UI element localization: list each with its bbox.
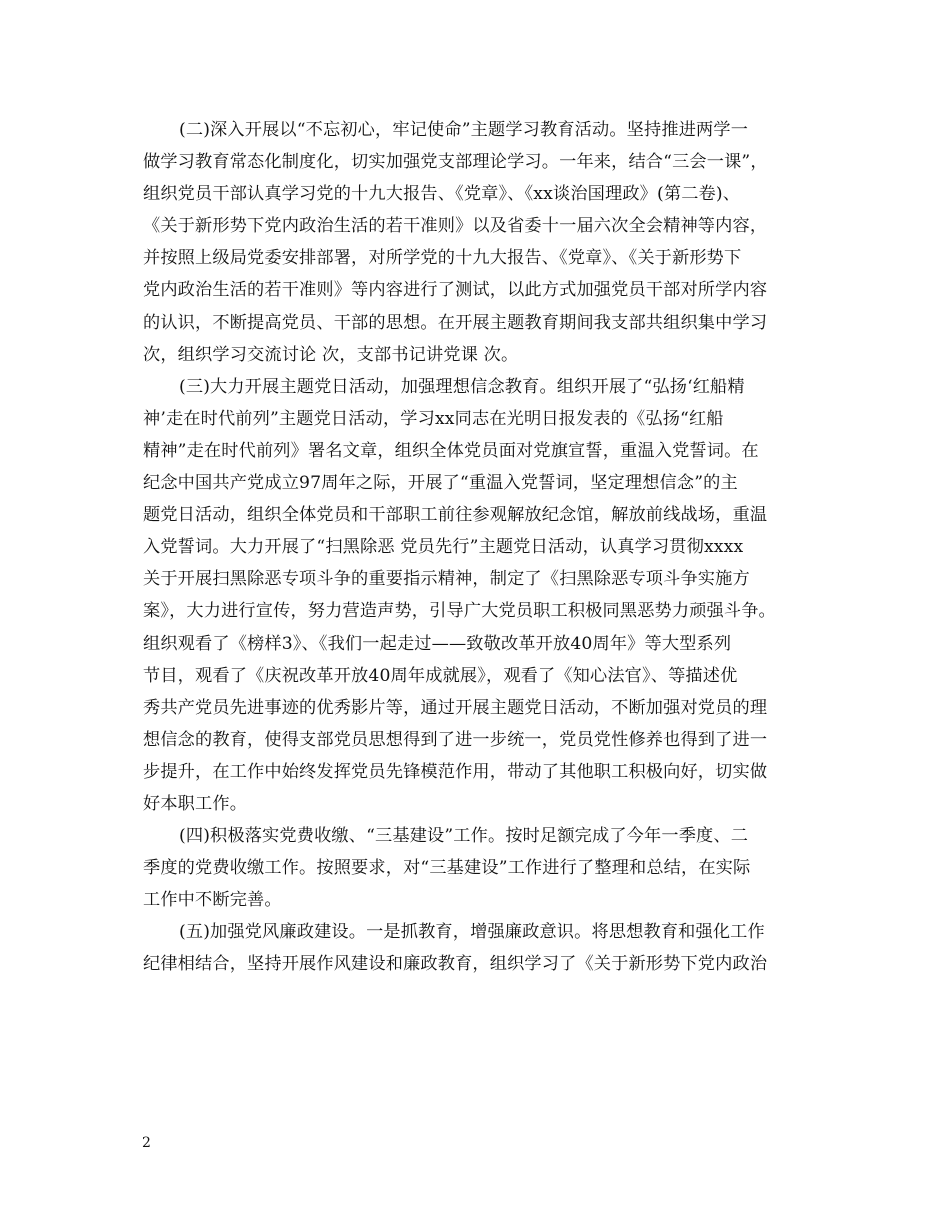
text-line: (四)积极落实党费收缴、“三基建设”工作。按时足额完成了今年一季度、二 [179, 826, 749, 847]
text-line: 精神”走在时代前列》署名文章，组织全体党员面对党旗宣誓，重温入党誓词。在 [143, 440, 759, 461]
text-line: 步提升，在工作中始终发挥党员先锋模范作用，带动了其他职工积极向好，切实做 [143, 761, 768, 782]
text-line: (五)加强党风廉政建设。一是抓教育，增强廉政意识。将思想教育和强化工作 [179, 922, 765, 943]
text-line: 入党誓词。大力开展了“扫黑除恶 党员先行”主题党日活动，认真学习贯彻xxxx [143, 537, 744, 558]
text-line: 次，组织学习交流讨论 次，支部书记讲党课 次。 [143, 344, 519, 365]
text-line: (三)大力开展主题党日活动，加强理想信念教育。组织开展了“弘扬‘红船精 [179, 376, 745, 397]
text-line: 组织观看了《榜样3》、《我们一起走过——致敬改革开放40周年》等大型系列 [143, 633, 732, 654]
text-line: 关于开展扫黑除恶专项斗争的重要指示精神，制定了《扫黑除恶专项斗争实施方 [143, 569, 750, 590]
page-number: 2 [142, 1135, 151, 1151]
text-line: 题党日活动，组织全体党员和干部职工前往参观解放纪念馆，解放前线战场，重温 [143, 505, 768, 526]
text-line: 《关于新形势下党内政治生活的若干准则》以及省委十一届六次全会精神等内容， [143, 216, 768, 237]
text-line: 党内政治生活的若干准则》等内容进行了测试，以此方式加强党员干部对所学内容 [143, 280, 768, 301]
text-line: 并按照上级局党委安排部署，对所学党的十九大报告、《党章》、《关于新形势下 [143, 248, 742, 269]
text-line: (二)深入开展以“不忘初心，牢记使命”主题学习教育活动。坚持推进两学一 [179, 120, 749, 140]
text-line: 节目，观看了《庆祝改革开放40周年成就展》，观看了《知心法官》、等描述优 [143, 665, 738, 686]
paragraph-party-day-activities [143, 371, 813, 820]
paragraph-integrity-building [143, 916, 813, 980]
text-line: 做学习教育常态化制度化，切实加强党支部理论学习。一年来，结合“三会一课”， [143, 152, 768, 173]
paragraph-study-education [143, 114, 813, 371]
text-line: 秀共产党员先进事迹的优秀影片等，通过开展主题党日活动，不断加强对党员的理 [143, 697, 768, 718]
text-line: 神’走在时代前列”主题党日活动，学习xx同志在光明日报发表的《弘扬“红船 [143, 408, 724, 429]
text-line: 的认识，不断提高党员、干部的思想。在开展主题教育期间我支部共组织集中学习 [143, 312, 768, 333]
text-line: 季度的党费收缴工作。按照要求，对“三基建设”工作进行了整理和总结，在实际 [143, 858, 751, 879]
text-line: 组织党员干部认真学习党的十九大报告、《党章》、《xx谈治国理政》(第二卷)、 [143, 184, 741, 205]
text-line: 想信念的教育，使得支部党员思想得到了进一步统一，党员党性修养也得到了进一 [143, 729, 768, 750]
text-line: 案》，大力进行宣传，努力营造声势，引导广大党员职工积极同黑恶势力顽强斗争。 [143, 601, 776, 622]
text-line: 纪念中国共产党成立97周年之际，开展了“重温入党誓词，坚定理想信念”的主 [143, 473, 738, 494]
document-body [143, 114, 813, 981]
text-line: 工作中不断完善。 [143, 890, 282, 911]
text-line: 纪律相结合，坚持开展作风建设和廉政教育，组织学习了《关于新形势下党内政治 [143, 954, 768, 975]
paragraph-party-dues [143, 820, 813, 916]
text-line: 好本职工作。 [143, 793, 248, 814]
